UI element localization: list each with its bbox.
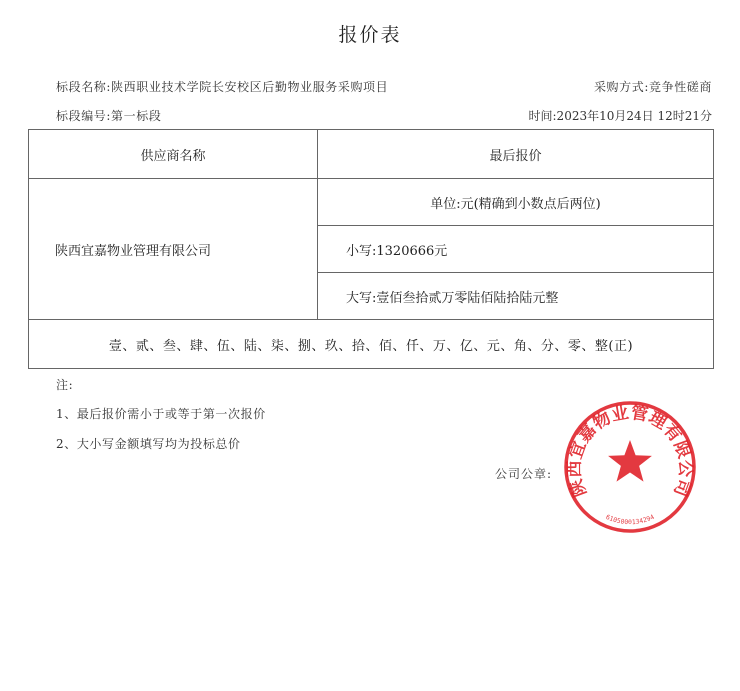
quote-time: 时间:2023年10月24日 12时21分 (528, 109, 712, 123)
header-final-price: 最后报价 (318, 130, 714, 179)
section-code: 标段编号:第一标段 (56, 109, 162, 123)
page-title: 报价表 (338, 24, 402, 46)
svg-text:6105000134294: 6105000134294 (604, 512, 656, 527)
supplier-name: 陕西宜嘉物业管理有限公司 (29, 179, 318, 320)
price-uppercase: 大写:壹佰叁拾贰万零陆佰陆拾陆元整 (318, 273, 714, 320)
price-unit: 单位:元(精确到小数点后两位) (318, 179, 714, 226)
header-supplier: 供应商名称 (29, 130, 318, 179)
price-lowercase: 小写:1320666元 (318, 226, 714, 273)
note-item: 1、最后报价需小于或等于第一次报价 (56, 407, 266, 421)
note-item: 2、大小写金额填写均为投标总价 (56, 437, 241, 451)
procurement-method: 采购方式:竞争性磋商 (593, 80, 712, 94)
section-name: 标段名称:陕西职业技术学院长安校区后勤物业服务采购项目 (56, 80, 389, 94)
svg-text:陕西宜嘉物业管理有限公司: 陕西宜嘉物业管理有限公司 (564, 402, 696, 500)
chinese-numerals-reference: 壹、贰、叁、肆、伍、陆、柒、捌、玖、拾、佰、仟、万、亿、元、角、分、零、整(正) (29, 320, 714, 369)
notes-heading: 注: (56, 378, 74, 392)
company-seal-label: 公司公章: (495, 467, 553, 481)
quote-table (28, 129, 714, 369)
company-seal-stamp (561, 398, 699, 536)
